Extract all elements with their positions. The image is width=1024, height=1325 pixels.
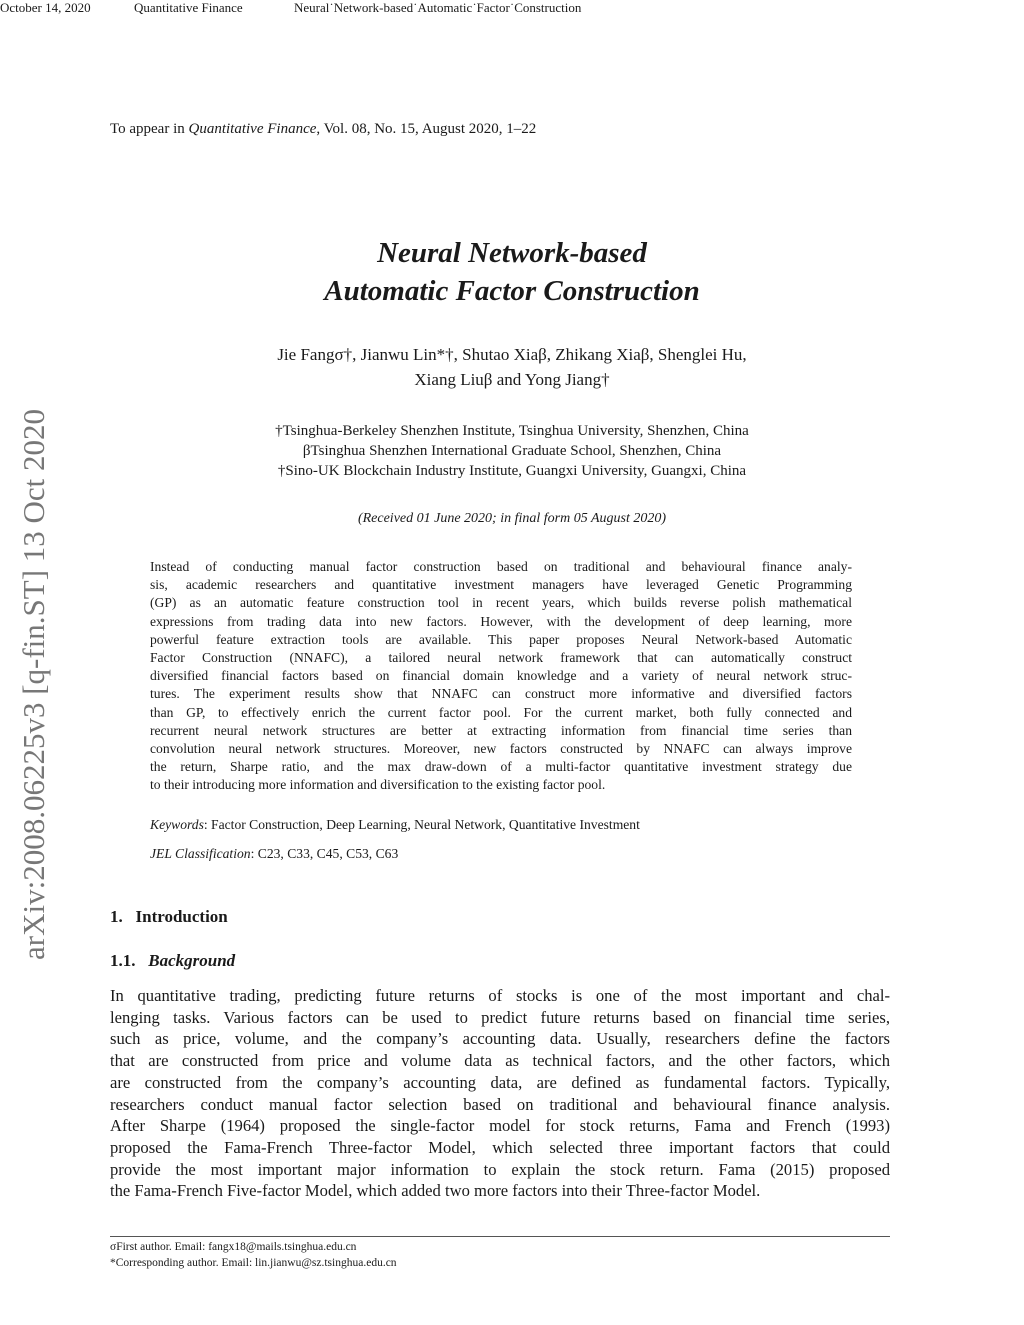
body-paragraph: [110, 985, 890, 1202]
body-line: the Fama-French Five-factor Model, which added two more factors into their Three-factor Model.: [110, 1181, 761, 1201]
body-line: researchers conduct manual factor selection based on traditional and behavioural finance analysis.: [110, 1094, 890, 1114]
footnote-2: *Corresponding author. Email: lin.jianwu@sz.tsinghua.edu.cn: [110, 1257, 397, 1269]
keywords-label: Keywords: [150, 817, 204, 832]
body-line: are constructed from the company’s accounting data, are defined as fundamental factors. Typically,: [110, 1072, 890, 1092]
appear-prefix: To appear in: [110, 121, 189, 137]
body-line: such as price, volume, and the company’s accounting data. Usually, researchers define the factors: [110, 1029, 890, 1049]
body-line: that are constructed from price and volume data as technical factors, and the other factors, which: [110, 1051, 890, 1071]
authors-line-1: Jie Fangσ†, Jianwu Lin*†, Shutao Xiaβ, Zhikang Xiaβ, Shenglei Hu,: [277, 345, 747, 364]
keywords-value: : Factor Construction, Deep Learning, Neural Network, Quantitative Investment: [203, 817, 640, 832]
footnote-rule: [110, 1236, 890, 1237]
appear-journal: Quantitative Finance: [188, 121, 317, 137]
body-line: proposed the Fama-French Three-factor Model, which selected three important factors that could: [110, 1137, 890, 1157]
section-number: 1.: [110, 907, 123, 926]
received-dates: (Received 01 June 2020; in final form 05 August 2020): [357, 511, 667, 526]
footnote-1: σFirst author. Email: fangx18@mails.tsinghua.edu.cn: [110, 1241, 357, 1253]
subsection-heading: [110, 951, 235, 971]
appear-note: [110, 121, 536, 138]
abstract-line: the return, Sharpe ratio, and the max draw-down of a multi-factor quantitative investment strategy due: [150, 759, 852, 775]
abstract-line: sis, academic researchers and quantitative investment managers have leveraged Genetic Programming: [150, 577, 852, 593]
paper-title-line-1: Neural Network-based: [377, 237, 647, 269]
jel-classification: [150, 846, 398, 862]
abstract-line: powerful feature extraction tools are available. This paper proposes Neural Network-based Automatic: [150, 631, 852, 647]
affiliation-2: βTsinghua Shenzhen International Graduate School, Shenzhen, China: [302, 443, 722, 459]
keywords: [150, 817, 640, 833]
affiliation-1: †Tsinghua-Berkeley Shenzhen Institute, Tsinghua University, Shenzhen, China: [275, 423, 749, 439]
abstract-line: expressions from trading data into new factors. However, with the development of deep learning, more: [150, 613, 852, 629]
header-journal: Quantitative Finance: [134, 0, 243, 15]
body-line: In quantitative trading, predicting future returns of stocks is one of the most important and chal-: [110, 986, 890, 1005]
abstract-line: to their introducing more information and diversification to the existing factor pool.: [150, 777, 606, 793]
body-line: provide the most important major information to explain the stock return. Fama (2015) proposed: [110, 1159, 890, 1179]
abstract-line: diversified financial factors based on financial domain knowledge and a variety of neural network struc-: [150, 668, 852, 684]
abstract-line: Factor Construction (NNAFC), a tailored neural network framework that can automatically construct: [150, 650, 852, 666]
jel-value: : C23, C33, C45, C53, C63: [250, 846, 399, 861]
body-line: After Sharpe (1964) proposed the single-factor model for stock returns, Fama and French (1993): [110, 1116, 890, 1136]
header-date: October 14, 2020: [0, 0, 91, 15]
jel-label: JEL Classification: [150, 846, 251, 861]
abstract-line: Instead of conducting manual factor construction based on traditional and behavioural finance analy-: [150, 559, 852, 574]
affiliation-3: †Sino-UK Blockchain Industry Institute, Guangxi University, Guangxi, China: [277, 463, 747, 479]
authors-line-2: Xiang Liuβ and Yong Jiang†: [414, 370, 610, 389]
appear-suffix: , Vol. 08, No. 15, August 2020, 1–22: [316, 121, 537, 137]
subsection-title: Background: [148, 951, 236, 970]
arxiv-stamp: arXiv:2008.06225v3 [q-fin.ST] 13 Oct 2020: [16, 408, 51, 960]
abstract-line: than GP, to effectively enrich the current factor pool. For the current market, both fully connected and: [150, 704, 852, 720]
body-line: lenging tasks. Various factors can be used to predict future returns based on financial time series,: [110, 1007, 890, 1027]
abstract-line: convolution neural network structures. Moreover, new factors constructed by NNAFC can always improve: [150, 741, 852, 757]
section-title: Introduction: [135, 907, 228, 926]
abstract-line: (GP) as an automatic feature construction tool in recent years, which builds reverse polish mathematical: [150, 595, 852, 611]
abstract-line: recurrent neural network structures are better at extracting information from financial time series than: [150, 722, 852, 738]
subsection-number: 1.1.: [110, 951, 136, 970]
paper-title-line-2: Automatic Factor Construction: [324, 275, 700, 307]
section-heading: [110, 907, 228, 927]
abstract-line: tures. The experiment results show that NNAFC can construct more informative and diversified factors: [150, 686, 852, 702]
abstract: [150, 558, 852, 795]
header-short-title: Neural˙Network-based˙Automatic˙Factor˙Construction: [294, 0, 582, 15]
